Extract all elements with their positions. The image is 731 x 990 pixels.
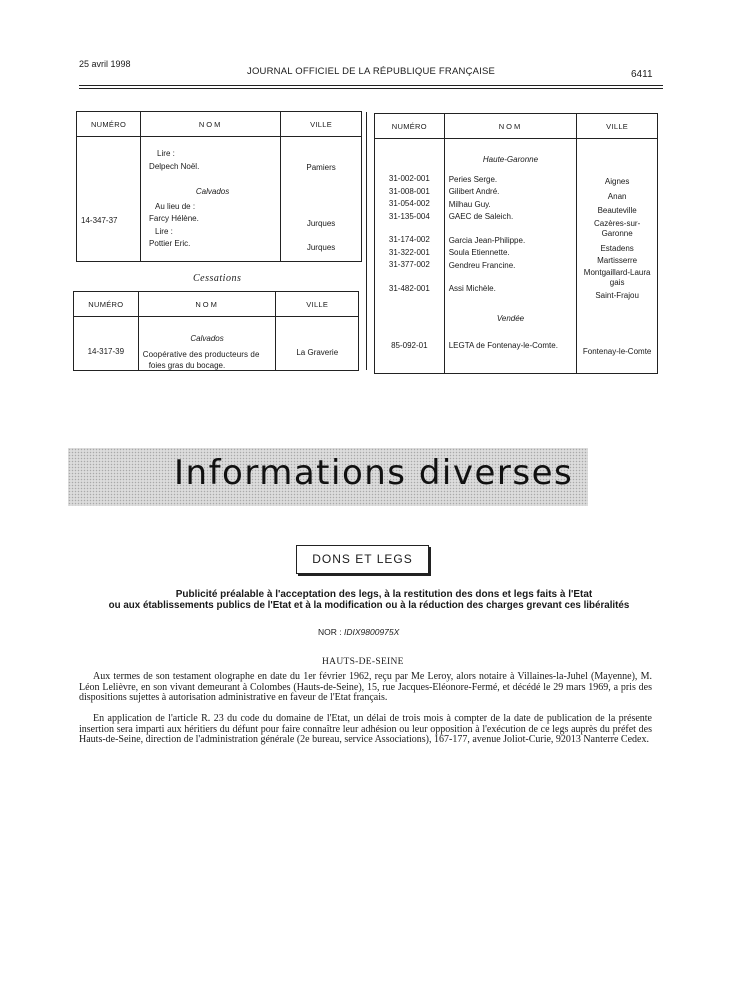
cell-numero: 31-008-001 <box>388 186 430 196</box>
cell-nom: Coopérative des producteurs de <box>142 349 260 359</box>
region-vendee: Vendée <box>496 313 525 323</box>
region-calvados: Calvados <box>195 187 230 196</box>
cell-nom: Peries Serge. <box>448 174 498 184</box>
table-right <box>374 113 658 374</box>
col-header-nom: NOM <box>444 114 577 139</box>
cell-numero: 31-322-001 <box>388 247 430 257</box>
cell-nom: GAEC de Saleich. <box>448 212 514 221</box>
cell-ville: Jurques <box>306 218 336 228</box>
col-header-nom: NOM <box>138 292 276 317</box>
cell-nom: foies gras du bocage. <box>148 361 226 370</box>
col-header-ville: VILLE <box>281 112 362 137</box>
cell-ville: Martisserre <box>597 256 638 265</box>
region-calvados: Calvados <box>190 334 224 343</box>
cell-nom: Gilibert André. <box>448 187 500 196</box>
cell-ville: Cazères-sur-Garonne <box>594 218 641 238</box>
nor-reference <box>318 627 399 637</box>
header-date: 25 avril 1998 <box>79 59 131 69</box>
cell-numero: 14-347-37 <box>81 216 118 225</box>
column-divider <box>366 112 367 370</box>
cell-numero: 31-002-001 <box>388 174 430 183</box>
notice-title-line-1: Publicité préalable à l'acceptation des legs, à la restitution des dons et legs faits à l'Etat <box>175 589 593 600</box>
notice-title <box>79 589 659 611</box>
cell-nom: Gendreu Francine. <box>448 260 516 270</box>
banner-title: Informations diverses <box>174 453 574 493</box>
section-banner <box>68 448 588 506</box>
cell-nom: Lire : <box>157 149 175 158</box>
department-heading: HAUTS-DE-SEINE <box>322 657 404 667</box>
cell-ville: Beauteville <box>597 206 637 215</box>
cell-nom: Garcia Jean-Philippe. <box>448 235 526 245</box>
nor-code: IDIX9800975X <box>344 627 400 637</box>
cell-ville: Jurques <box>306 243 336 252</box>
notice-paragraph-1: Aux termes de son testament olographe en date du 1er février 1962, reçu par Me Leroy, alors notaire à Villaines-la-Juhel (Mayenne), M. Léon Lelièvre, en son vivant demeurant à Colombes (Hauts-de-Seine), 15, rue Jacques-Eléonore-Fermé, et décédé le 29 mars 1969, a pris des dispositions sujettes à autorisation administrative en faveur de l'Etat français. <box>79 671 652 703</box>
cell-nom: LEGTA de Fontenay-le-Comte. <box>448 341 558 350</box>
col-header-ville: VILLE <box>577 114 658 139</box>
cell-ville: Saint-Frajou <box>595 290 639 300</box>
cell-nom: Farcy Hélène. <box>149 214 199 223</box>
cell-ville: Estadens <box>600 243 634 253</box>
notice-title-line-2: ou aux établissements publics de l'Etat et à la modification ou à la réduction des charges grevant ces libéralités <box>108 600 630 611</box>
table-row <box>375 139 658 374</box>
header-rule-2 <box>79 88 663 89</box>
col-header-numero: NUMÉRO <box>77 112 141 137</box>
cell-ville: Pamiers <box>306 163 336 172</box>
table-row <box>74 317 359 371</box>
cell-ville: Montgaillard-Lauragais <box>583 267 651 287</box>
cell-numero: 31-482-001 <box>388 283 430 293</box>
cell-numero: 31-174-002 <box>388 235 430 244</box>
cell-ville: La Graverie <box>296 348 339 357</box>
cell-ville: Fontenay-le-Comte <box>582 347 652 356</box>
cell-nom: Lire : <box>155 226 173 236</box>
col-header-nom: NOM <box>141 112 281 137</box>
cell-numero: 31-135-004 <box>388 211 430 221</box>
header-rule <box>79 85 663 86</box>
region-haute-garonne: Haute-Garonne <box>482 155 539 164</box>
header-title: JOURNAL OFFICIEL DE LA RÉPUBLIQUE FRANÇAISE <box>247 66 496 77</box>
cell-numero: 31-377-002 <box>388 260 430 269</box>
cell-nom: Au lieu de : <box>155 201 196 211</box>
cell-nom: Assi Michèle. <box>448 284 496 293</box>
cell-numero: 85-092-01 <box>391 341 428 350</box>
cell-nom: Pottier Eric. <box>149 239 191 248</box>
notice-paragraph-2: En application de l'article R. 23 du code du domaine de l'Etat, un délai de trois mois à compter de la date de publication de la présente insertion sera imparti aux héritiers du défunt pour faire connaître leur adhésion ou leur opposition à l'exécution de ce legs auprès du préfet des Hauts-de-Seine, direction de l'administration générale (2e bureau, service Associations), 167-177, avenue Joliot-Curie, 92013 Nanterre Cedex. <box>79 713 652 745</box>
cell-ville: Anan <box>607 191 627 201</box>
table-row <box>77 137 362 262</box>
cell-nom: Delpech Noël. <box>149 161 200 171</box>
nor-label: NOR : <box>318 627 342 637</box>
cell-ville: Aignes <box>604 177 630 186</box>
cell-numero: 31-054-002 <box>388 199 430 208</box>
col-header-numero: NUMÉRO <box>74 292 139 317</box>
header-page-number: 6411 <box>631 69 653 80</box>
table-left-bottom <box>73 291 359 371</box>
cell-numero: 14-317-39 <box>87 347 125 356</box>
section-box-label: DONS ET LEGS <box>312 552 413 566</box>
section-box <box>296 545 429 574</box>
table-left-top <box>76 111 362 262</box>
cessations-title: Cessations <box>193 273 242 284</box>
cell-nom: Milhau Guy. <box>448 199 491 209</box>
col-header-numero: NUMÉRO <box>375 114 445 139</box>
cell-nom: Soula Etiennette. <box>448 248 510 257</box>
col-header-ville: VILLE <box>276 292 359 317</box>
